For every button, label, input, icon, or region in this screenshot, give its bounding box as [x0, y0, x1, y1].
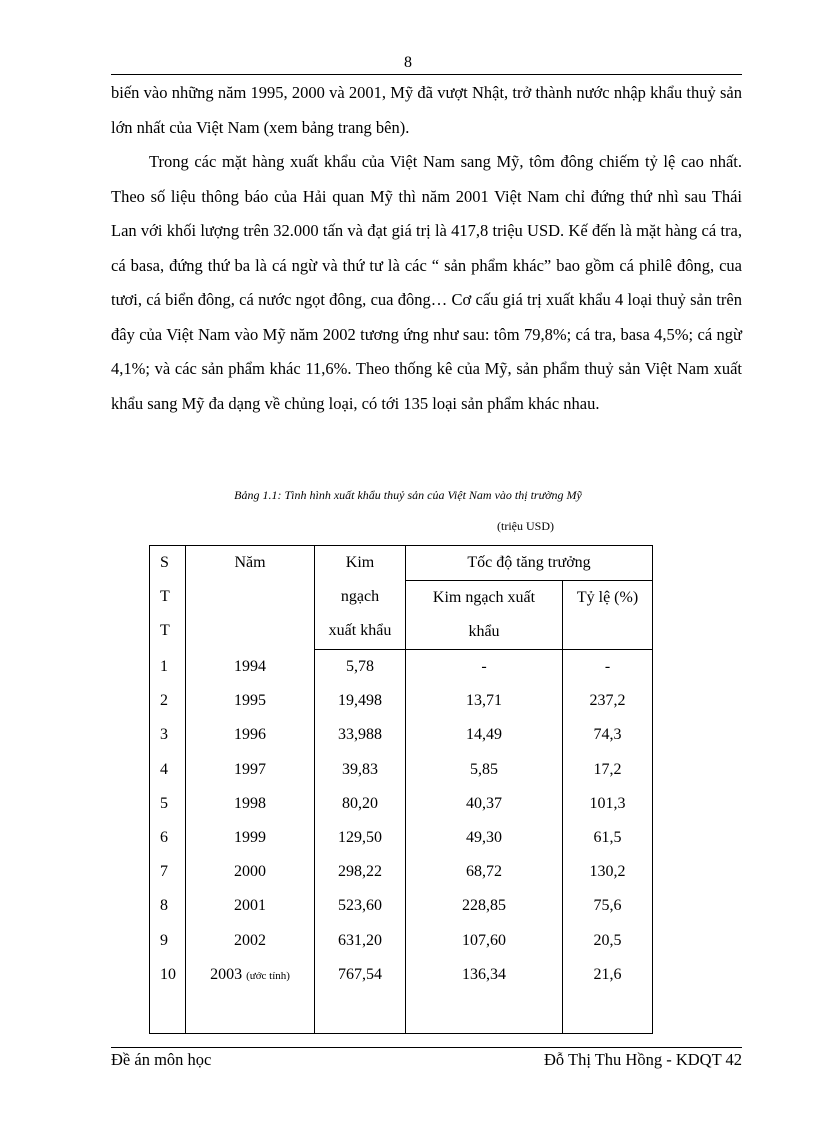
cell-stt: 3	[150, 718, 186, 752]
cell-year: 2000	[186, 855, 315, 889]
cell-growth-value: 107,60	[406, 924, 563, 958]
paragraph-shrimp-exports: Trong các mặt hàng xuất khẩu của Việt Nam sang Mỹ, tôm đông chiếm tỷ lệ cao nhất. Theo số liệu thông báo của Hải quan Mỹ thì năm 2001 Việt Nam chỉ đứng thứ nhì sau Thái Lan với khối lượng trên 32.000 tấn và đạt giá trị là 417,8 triệu USD. Kế đến là mặt hàng cá tra, cá basa, đứng thứ ba là cá ngừ và thứ tư là các “ sản phẩm khác” bao gồm cá philê đông, cua tươi, cá biển đông, cá nước ngọt đông, cua đông… Cơ cấu giá trị xuất khẩu 4 loại thuỷ sản trên đây của Việt Nam vào Mỹ năm 2002 tương ứng như sau: tôm 79,8%; cá tra, basa 4,5%; cá ngừ 4,1%; và các sản phẩm khác 11,6%. Theo thống kê của Mỹ, sản phẩm thuỷ sản Việt Nam xuất khẩu sang Mỹ đa dạng về chủng loại, có tới 135 loại sản phẩm khác nhau.	[111, 152, 742, 413]
cell-year: 1997	[186, 753, 315, 787]
cell-growth-value: 13,71	[406, 684, 563, 718]
cell-growth-rate: 75,6	[563, 889, 653, 923]
cell-growth-rate: -	[563, 650, 653, 685]
cell-stt: 8	[150, 889, 186, 923]
cell-year: 2001	[186, 889, 315, 923]
cell-value: 767,54	[315, 958, 406, 993]
cell-value: 631,20	[315, 924, 406, 958]
cell-value: 19,498	[315, 684, 406, 718]
cell-year: 1995	[186, 684, 315, 718]
cell-value: 129,50	[315, 821, 406, 855]
cell-year: 2002	[186, 924, 315, 958]
cell-year: 1996	[186, 718, 315, 752]
table-spacer-row	[150, 993, 653, 1034]
cell-value: 5,78	[315, 650, 406, 685]
cell-growth-value: 5,85	[406, 753, 563, 787]
cell-growth-rate: 21,6	[563, 958, 653, 993]
cell-stt: 2	[150, 684, 186, 718]
header-stt: S T T	[150, 546, 186, 650]
cell-growth-value: 228,85	[406, 889, 563, 923]
cell-value: 298,22	[315, 855, 406, 889]
header-value: Kim ngạch xuất khẩu	[315, 546, 406, 650]
cell-value: 39,83	[315, 753, 406, 787]
table-row	[150, 821, 653, 855]
cell-growth-value: 40,37	[406, 787, 563, 821]
cell-growth-value: 68,72	[406, 855, 563, 889]
header-rule	[111, 74, 742, 75]
footer-rule	[111, 1047, 742, 1048]
cell-growth-rate: 17,2	[563, 753, 653, 787]
footer-course: Đề án môn học	[111, 1050, 212, 1069]
export-table	[149, 545, 653, 1034]
cell-stt: 9	[150, 924, 186, 958]
table-unit: (triệu USD)	[497, 519, 554, 533]
cell-growth-value: -	[406, 650, 563, 685]
table-caption: Bảng 1.1: Tình hình xuất khẩu thuỷ sản của Việt Nam vào thị trường Mỹ	[234, 488, 582, 502]
cell-stt: 10	[150, 958, 186, 993]
cell-growth-value: 14,49	[406, 718, 563, 752]
cell-year: 1994	[186, 650, 315, 685]
cell-value: 523,60	[315, 889, 406, 923]
cell-value: 80,20	[315, 787, 406, 821]
paragraph-continuation: biến vào những năm 1995, 2000 và 2001, Mỹ đã vượt Nhật, trở thành nước nhập khẩu thuỷ sản lớn nhất của Việt Nam (xem bảng trang bên).	[111, 83, 742, 137]
cell-growth-rate: 20,5	[563, 924, 653, 958]
cell-value: 33,988	[315, 718, 406, 752]
header-growth: Tốc độ tăng trưởng	[406, 546, 653, 581]
table-row	[150, 855, 653, 889]
cell-year: 1998	[186, 787, 315, 821]
table-row	[150, 684, 653, 718]
cell-growth-value: 49,30	[406, 821, 563, 855]
footer-author: Đỗ Thị Thu Hồng - KDQT 42	[544, 1050, 742, 1069]
body-text	[111, 76, 742, 421]
cell-stt: 7	[150, 855, 186, 889]
table-body	[150, 650, 653, 1034]
cell-year-note: (ước tính)	[246, 969, 290, 982]
cell-growth-rate: 101,3	[563, 787, 653, 821]
table-row	[150, 924, 653, 958]
header-growth-rate: Tỷ lệ (%)	[563, 581, 653, 650]
table-row	[150, 889, 653, 923]
cell-stt: 1	[150, 650, 186, 685]
table-row	[150, 650, 653, 685]
cell-growth-rate: 74,3	[563, 718, 653, 752]
cell-stt: 6	[150, 821, 186, 855]
cell-growth-rate: 130,2	[563, 855, 653, 889]
table-row	[150, 958, 653, 993]
cell-growth-value: 136,34	[406, 958, 563, 993]
cell-growth-rate: 237,2	[563, 684, 653, 718]
table-row	[150, 787, 653, 821]
cell-stt: 5	[150, 787, 186, 821]
page-number: 8	[404, 54, 412, 71]
table-row	[150, 753, 653, 787]
cell-growth-rate: 61,5	[563, 821, 653, 855]
header-growth-value: Kim ngạch xuất khẩu	[406, 581, 563, 650]
header-year: Năm	[186, 546, 315, 650]
cell-stt: 4	[150, 753, 186, 787]
cell-year: 2003 (ước tính)	[186, 958, 315, 993]
cell-year: 1999	[186, 821, 315, 855]
table-row	[150, 718, 653, 752]
